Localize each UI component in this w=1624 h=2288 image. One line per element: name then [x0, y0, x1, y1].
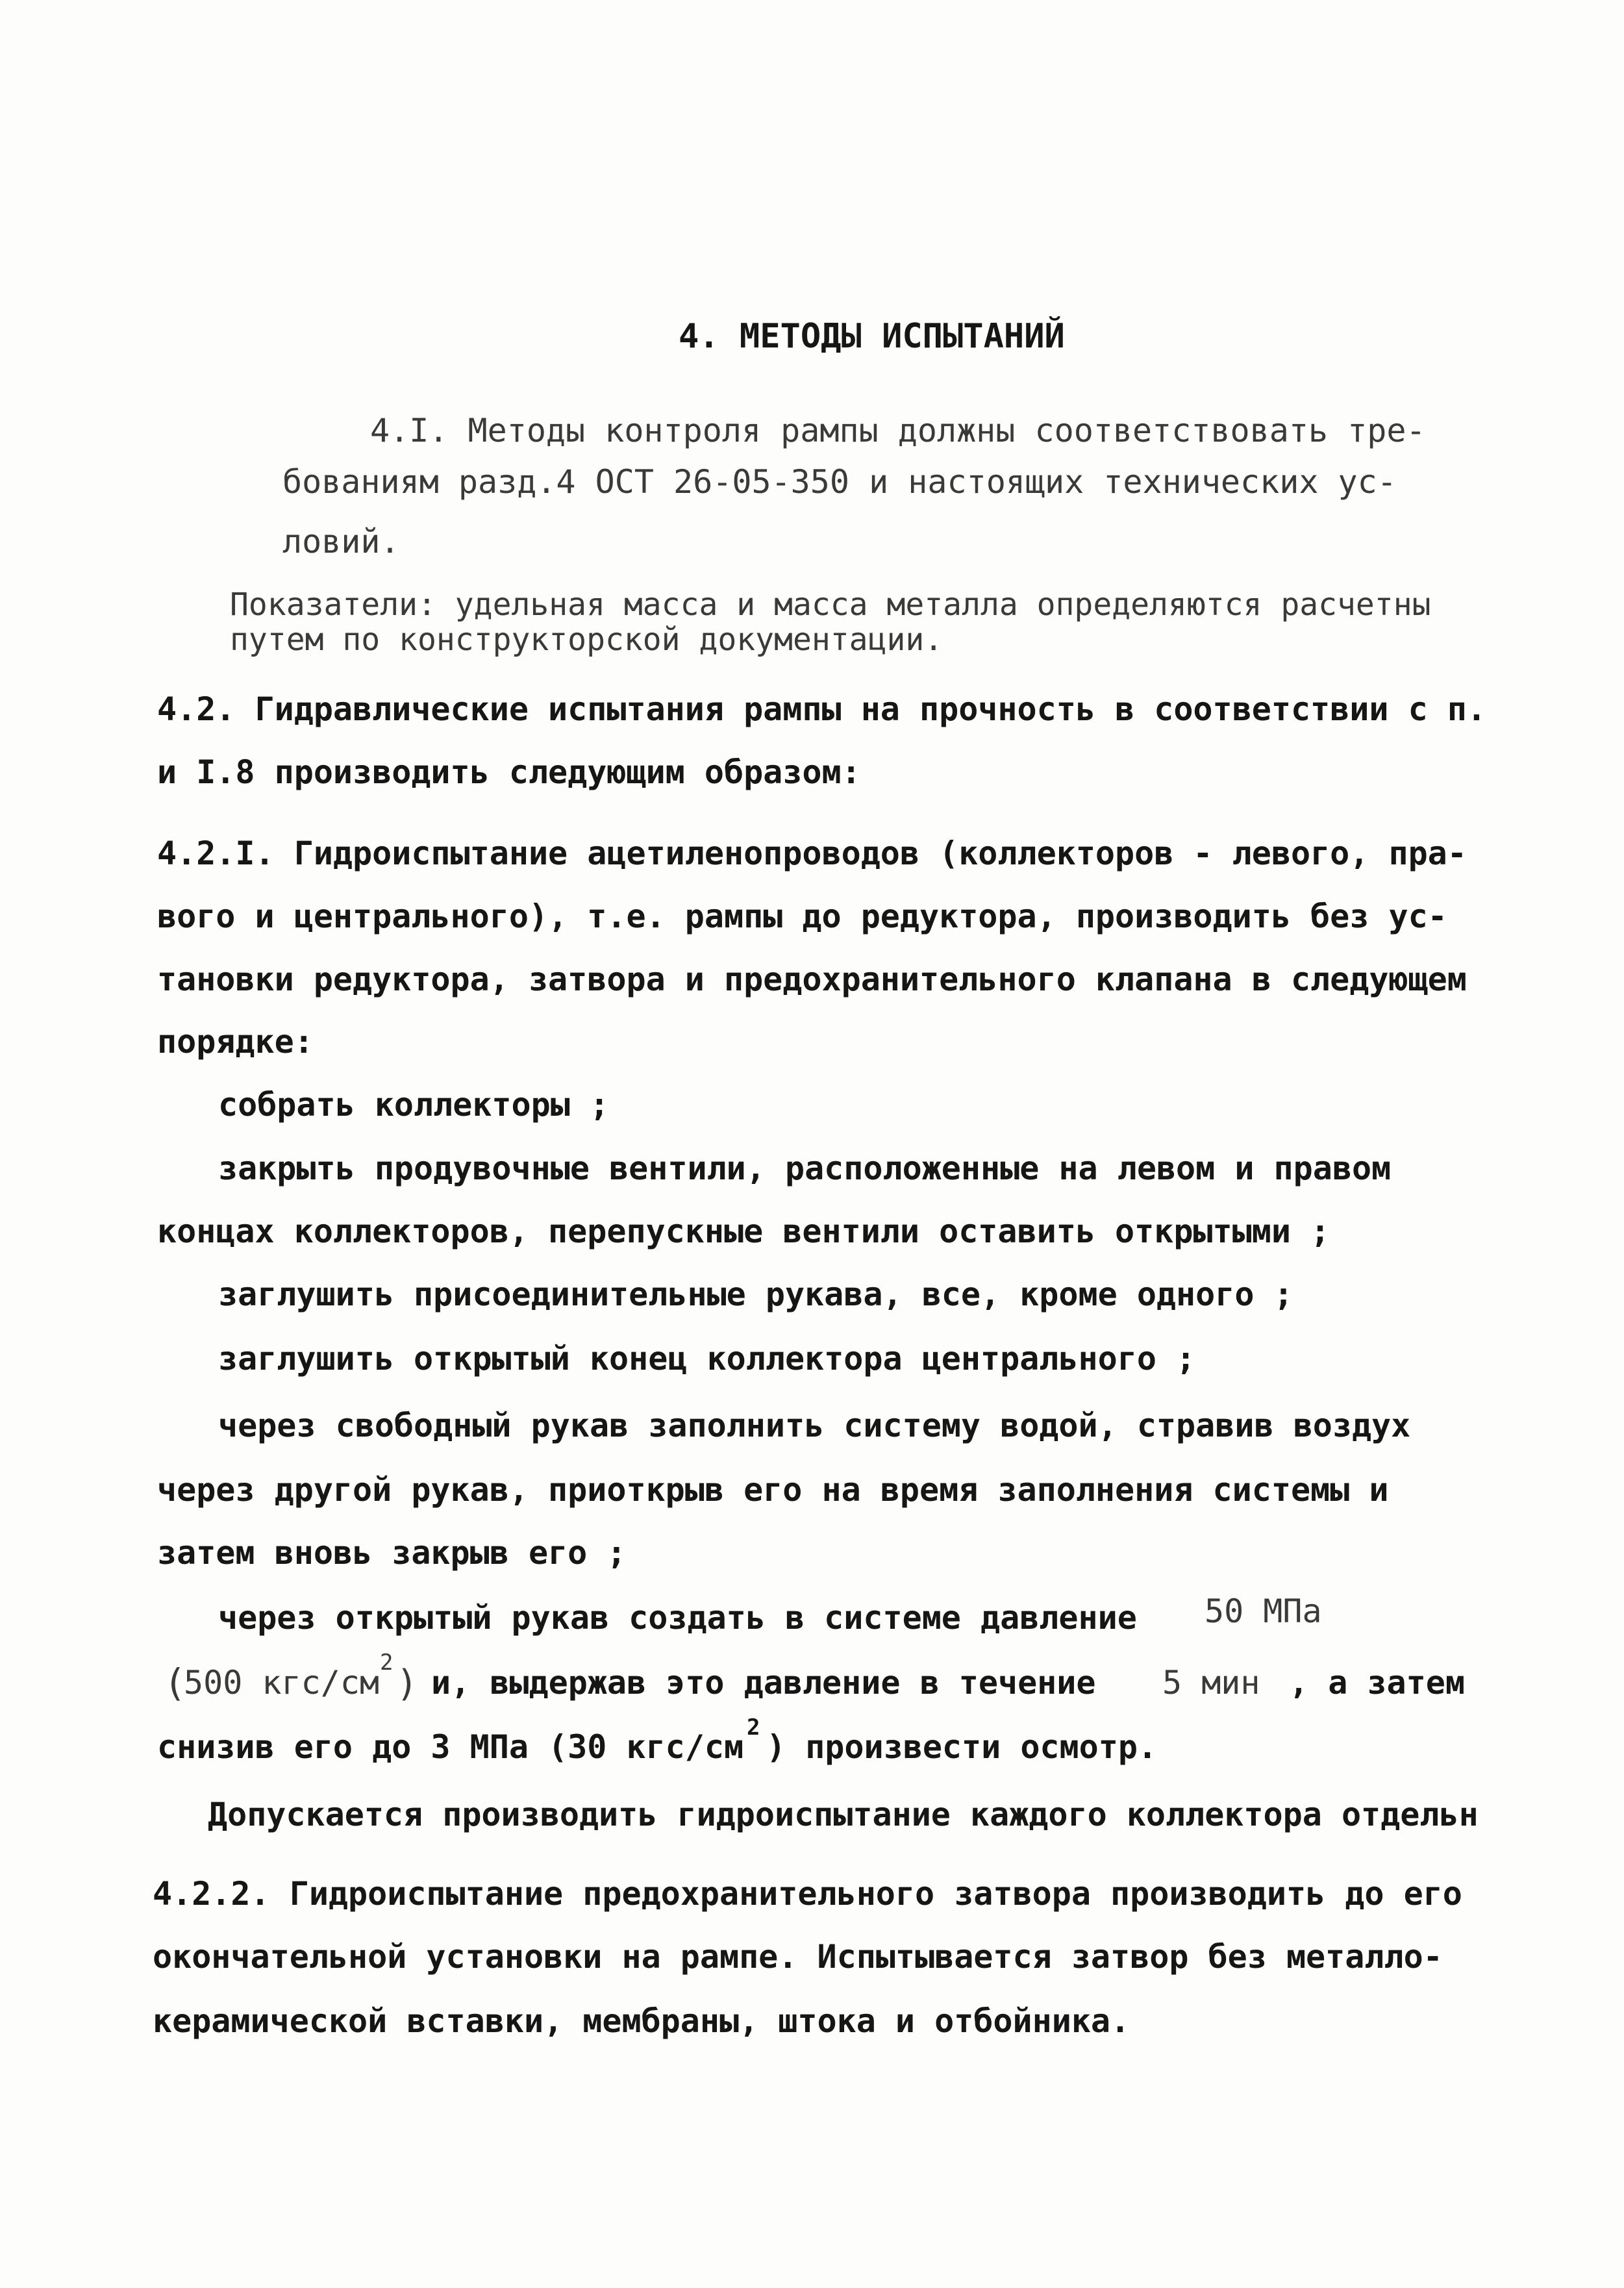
- pressure-line-2: и, выдержав это давление в течение: [431, 1664, 1096, 1702]
- step-line-5: заглушить открытый конец коллектора центрального ;: [218, 1340, 1196, 1377]
- pressure-line-2-end: , а затем: [1289, 1664, 1465, 1702]
- p421-line-3: тановки редуктора, затвора и предохранительного клапана в следующем: [157, 961, 1467, 998]
- step-line-8: затем вновь закрыв его ;: [157, 1534, 627, 1572]
- pressure-value-mpa: 50 МПа: [1205, 1592, 1322, 1630]
- step-line-1: собрать коллекторы ;: [218, 1086, 610, 1124]
- pressure-line-3-end: ) произвести осмотр.: [766, 1728, 1158, 1766]
- p42-line-1: 4.2. Гидравлические испытания рампы на прочность в соответствии с п.: [157, 690, 1486, 728]
- indicators-line-1: Показатели: удельная масса и масса металла определяются расчетны: [230, 586, 1431, 623]
- p421-line-4: порядке:: [157, 1023, 314, 1061]
- p422-line-2: окончательной установки на рампе. Испытывается затвор без металло-: [153, 1938, 1443, 1976]
- p422-line-3: керамической вставки, мембраны, штока и отбойника.: [153, 2002, 1131, 2040]
- paren-open: (: [164, 1661, 186, 1705]
- indicators-line-2: путем по конструкторской документации.: [230, 622, 943, 658]
- p42-line-2: и I.8 производить следующим образом:: [157, 753, 861, 791]
- p421-line-1: 4.2.I. Гидроиспытание ацетиленопроводов (коллекторов - левого, пра-: [157, 835, 1467, 872]
- section-heading: 4. МЕТОДЫ ИСПЫТАНИЙ: [679, 317, 1065, 356]
- pressure-duration: 5 мин: [1162, 1664, 1260, 1702]
- step-line-2: закрыть продувочные вентили, расположенные на левом и правом: [218, 1150, 1392, 1187]
- p41-line-3: ловий.: [282, 523, 400, 560]
- pressure-line-3-sup: 2: [747, 1715, 760, 1741]
- p422-line-1: 4.2.2. Гидроиспытание предохранительного затвора производить до его: [153, 1875, 1462, 1913]
- paren-close: ): [396, 1663, 418, 1705]
- p41-line-1: 4.I. Методы контроля рампы должны соответствовать тре-: [370, 412, 1426, 449]
- pressure-value-kgf: 500 кгс/см: [184, 1664, 380, 1702]
- step-line-3: концах коллекторов, перепускные вентили оставить открытыми ;: [157, 1213, 1330, 1250]
- p421-line-2: вого и центрального), т.е. рампы до редуктора, производить без ус-: [157, 898, 1447, 935]
- pressure-line-3: снизив его до 3 МПа (30 кгс/см: [157, 1728, 744, 1766]
- allowed-line: Допускается производить гидроиспытание каждого коллектора отдельн: [208, 1796, 1479, 1833]
- pressure-sup-2: 2: [380, 1650, 394, 1676]
- p41-line-2: бованиям разд.4 ОСТ 26-05-350 и настоящих технических ус-: [282, 463, 1397, 501]
- step-line-6: через свободный рукав заполнить систему водой, стравив воздух: [218, 1407, 1411, 1444]
- step-line-7: через другой рукав, приоткрыв его на время заполнения системы и: [157, 1471, 1389, 1509]
- step-line-4: заглушить присоединительные рукава, все, кроме одного ;: [218, 1276, 1293, 1313]
- pressure-line-1: через открытый рукав создать в системе давление: [218, 1599, 1137, 1637]
